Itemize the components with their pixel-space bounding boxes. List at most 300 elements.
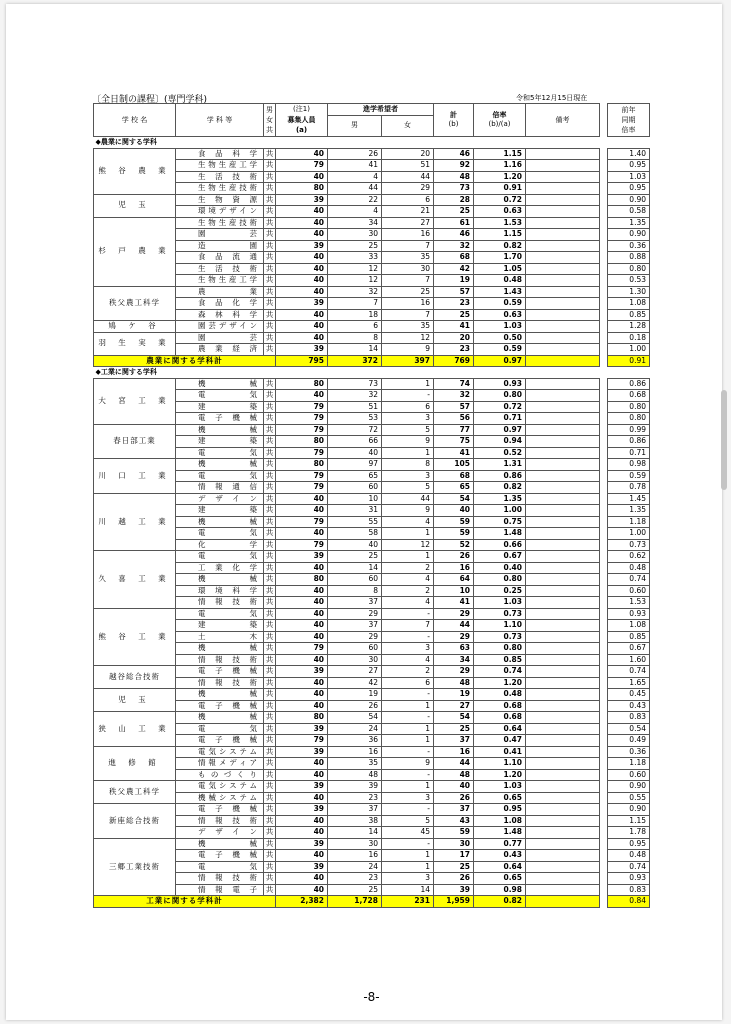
capacity-cell: 39 [276,666,328,678]
female-cell: 7 [382,240,434,252]
dept-name [176,390,264,402]
dept-name [176,378,264,390]
dept-name [176,700,264,712]
gender-cell: 共 [264,493,276,505]
male-cell: 40 [328,447,382,459]
male-cell: 24 [328,861,382,873]
female-cell: 9 [382,344,434,356]
col-total-sub: (b) [448,120,459,128]
gender-cell: 共 [264,171,276,183]
remark-cell [526,597,600,609]
prev-row [608,436,650,448]
male-cell: 23 [328,792,382,804]
remark-cell [526,206,600,218]
prev-ratio-cell: 0.36 [608,240,650,252]
prev-ratio-cell: 0.93 [608,608,650,620]
prev-row [608,424,650,436]
gender-cell: 共 [264,286,276,298]
table-row [94,217,600,229]
prev-header-3: 倍率 [621,126,636,134]
ratio-cell: 0.63 [474,309,526,321]
section-total-row [94,896,600,908]
dept-label: 電気 [198,470,257,480]
remark-cell [526,298,600,310]
school-name: 秩父農工科学 [94,781,176,804]
male-cell: 23 [328,873,382,885]
female-cell: 1 [382,781,434,793]
prev-ratio-cell: 0.90 [608,229,650,241]
dept-name [176,252,264,264]
prev-ratio-cell: 1.45 [608,493,650,505]
female-cell: 2 [382,585,434,597]
total-cell: 48 [434,171,474,183]
prev-ratio-cell: 0.83 [608,884,650,896]
ratio-cell: 0.67 [474,551,526,563]
dept-label: 生物生産技術 [198,183,257,192]
ratio-cell: 1.31 [474,459,526,471]
gender-cell: 共 [264,263,276,275]
total-cell: 23 [434,298,474,310]
capacity-cell: 40 [276,528,328,540]
capacity-cell: 39 [276,194,328,206]
capacity-cell: 40 [276,700,328,712]
capacity-cell: 40 [276,171,328,183]
capacity-cell: 39 [276,804,328,816]
ratio-cell: 0.40 [474,562,526,574]
table-row [94,332,600,344]
female-cell: 7 [382,275,434,287]
total-cell: 27 [434,700,474,712]
ratio-cell: 0.65 [474,792,526,804]
gender-cell: 共 [264,390,276,402]
ratio-cell: 0.52 [474,447,526,459]
prev-row [608,401,650,413]
dept-name [176,861,264,873]
male-cell: 25 [328,240,382,252]
total-cell: 23 [434,344,474,356]
prev-row [608,321,650,333]
capacity-cell: 79 [276,539,328,551]
prev-total: 0.84 [608,896,650,908]
remark-cell [526,861,600,873]
total-cell: 75 [434,436,474,448]
gender-cell: 共 [264,643,276,655]
total-cell: 73 [434,183,474,195]
gender-cell: 共 [264,217,276,229]
ratio-cell: 0.94 [474,436,526,448]
remark-cell [526,804,600,816]
col-cap-note: (注1) [276,104,328,116]
dept-name [176,631,264,643]
capacity-cell: 40 [276,597,328,609]
dept-label: 情報技術 [198,654,257,664]
capacity-cell: 80 [276,712,328,724]
dept-label: 電気 [198,551,257,560]
male-cell: 33 [328,252,382,264]
col-gender: 男 女 共 [264,104,276,137]
dept-name [176,206,264,218]
capacity-cell: 40 [276,620,328,632]
capacity-cell: 40 [276,321,328,333]
male-cell: 58 [328,528,382,540]
gender-cell: 共 [264,792,276,804]
prev-row [608,275,650,287]
main-table [93,103,600,908]
prev-year-table [607,103,650,908]
dept-name [176,689,264,701]
gender-cell: 共 [264,551,276,563]
ratio-cell: 1.53 [474,217,526,229]
gender-cell: 共 [264,746,276,758]
dept-name [176,735,264,747]
dept-label: 電気 [198,390,257,399]
prev-ratio-cell: 1.35 [608,505,650,517]
total-cell: 48 [434,677,474,689]
ratio-cell: 0.86 [474,470,526,482]
dept-label: 工業化学 [198,562,257,572]
gender-cell: 共 [264,275,276,287]
prev-row [608,735,650,747]
prev-row [608,597,650,609]
male-cell: 73 [328,378,382,390]
col-applicants: 進学希望者 [328,104,434,116]
table-row [94,781,600,793]
female-cell: 25 [382,286,434,298]
remark-cell [526,620,600,632]
capacity-cell: 40 [276,206,328,218]
male-cell: 37 [328,597,382,609]
col-school: 学 校 名 [94,104,176,137]
dept-name [176,482,264,494]
male-cell: 24 [328,723,382,735]
gender-cell: 共 [264,631,276,643]
remark-cell [526,689,600,701]
dept-label: 機械 [198,838,257,848]
dept-name [176,585,264,597]
prev-row [608,252,650,264]
capacity-cell: 40 [276,493,328,505]
female-cell: 51 [382,160,434,172]
prev-row [608,309,650,321]
prev-header-1: 前年 [621,106,636,114]
female-cell: 4 [382,516,434,528]
as-of-date: 令和5年12月15日現在 [516,94,588,102]
total-total: 1,959 [434,896,474,908]
prev-ratio-cell: 1.08 [608,620,650,632]
gender-cell: 共 [264,677,276,689]
gender-cell: 共 [264,447,276,459]
dept-label: 生活技術 [198,263,257,273]
school-name: 羽 生 実 業 [94,332,176,355]
dept-label: 農業経済 [198,344,257,353]
prev-ratio-cell: 0.95 [608,183,650,195]
capacity-cell: 40 [276,631,328,643]
female-cell: 45 [382,827,434,839]
male-cell: 44 [328,183,382,195]
prev-row [608,631,650,643]
capacity-cell: 40 [276,286,328,298]
male-cell: 97 [328,459,382,471]
prev-ratio-cell: 0.58 [608,206,650,218]
ratio-cell: 0.72 [474,401,526,413]
male-cell: 60 [328,574,382,586]
male-cell: 7 [328,298,382,310]
school-name: 熊 谷 工 業 [94,608,176,666]
male-cell: 14 [328,344,382,356]
ratio-cell: 1.03 [474,597,526,609]
dept-label: 生物資源 [198,194,257,204]
ratio-cell: 0.47 [474,735,526,747]
page-number: -8- [363,990,380,1004]
ratio-cell: 1.48 [474,827,526,839]
prev-row [608,447,650,459]
prev-row [608,677,650,689]
total-cell: 56 [434,413,474,425]
female-cell: - [382,838,434,850]
male-cell: 51 [328,401,382,413]
table-row [94,804,600,816]
prev-ratio-cell: 1.15 [608,815,650,827]
dept-label: 生物生産工学 [198,160,257,169]
dept-label: 機械システム [198,792,257,802]
capacity-cell: 40 [276,827,328,839]
ratio-cell: 0.71 [474,413,526,425]
remark-cell [526,447,600,459]
gender-cell: 共 [264,838,276,850]
prev-row [608,861,650,873]
dept-name [176,884,264,896]
total-ratio: 0.97 [474,355,526,367]
capacity-cell: 39 [276,723,328,735]
table-row [94,746,600,758]
remark-cell [526,574,600,586]
capacity-cell: 79 [276,424,328,436]
male-cell: 26 [328,148,382,160]
ratio-cell: 1.16 [474,160,526,172]
female-cell: 44 [382,493,434,505]
total-cell: 32 [434,390,474,402]
gender-cell: 共 [264,528,276,540]
gender-cell: 共 [264,723,276,735]
male-cell: 30 [328,838,382,850]
gender-cell: 共 [264,252,276,264]
ratio-cell: 1.15 [474,148,526,160]
document-page [6,4,722,1020]
total-cell: 54 [434,712,474,724]
ratio-cell: 0.41 [474,746,526,758]
gender-cell: 共 [264,700,276,712]
female-cell: 9 [382,436,434,448]
prev-row [608,620,650,632]
prev-row [608,608,650,620]
female-cell: 2 [382,666,434,678]
gender-cell: 共 [264,344,276,356]
gender-cell: 共 [264,298,276,310]
scrollbar-thumb[interactable] [721,390,727,490]
female-cell: 1 [382,700,434,712]
prev-row [608,884,650,896]
remark-cell [526,827,600,839]
total-cell: 44 [434,758,474,770]
male-cell: 60 [328,482,382,494]
remark-cell [526,700,600,712]
ratio-cell: 1.35 [474,493,526,505]
prev-ratio-cell: 0.43 [608,700,650,712]
prev-ratio-cell: 0.88 [608,252,650,264]
ratio-cell: 1.48 [474,528,526,540]
dept-label: 情報技術 [198,597,257,606]
male-cell: 37 [328,804,382,816]
prev-row [608,539,650,551]
prev-row [608,769,650,781]
female-cell: - [382,631,434,643]
ratio-cell: 1.10 [474,620,526,632]
remark-cell [526,286,600,298]
total-ratio: 0.82 [474,896,526,908]
total-cell: 46 [434,229,474,241]
ratio-cell: 0.59 [474,344,526,356]
prev-ratio-cell: 1.00 [608,344,650,356]
dept-label: 電子機械 [198,804,257,813]
gender-cell: 共 [264,689,276,701]
remark-cell [526,838,600,850]
capacity-cell: 39 [276,861,328,873]
col-male: 男 [328,115,382,137]
total-cell: 48 [434,769,474,781]
female-cell: 12 [382,332,434,344]
dept-label: 電気 [198,528,257,537]
prev-row [608,482,650,494]
total-cell: 57 [434,401,474,413]
table-row [94,689,600,701]
prev-ratio-cell: 0.48 [608,562,650,574]
remark-cell [526,263,600,275]
ratio-cell: 0.74 [474,666,526,678]
remark-cell [526,746,600,758]
ratio-cell: 0.80 [474,643,526,655]
male-cell: 72 [328,424,382,436]
total-cell: 41 [434,447,474,459]
male-cell: 8 [328,585,382,597]
prev-ratio-cell: 0.68 [608,390,650,402]
ratio-cell: 0.65 [474,873,526,885]
dept-name [176,183,264,195]
total-cell: 59 [434,516,474,528]
dept-name [176,459,264,471]
gender-cell: 共 [264,160,276,172]
capacity-cell: 40 [276,229,328,241]
total-cell: 17 [434,850,474,862]
female-cell: 29 [382,183,434,195]
ratio-cell: 0.82 [474,240,526,252]
dept-label: 建築 [198,436,257,445]
dept-name [176,286,264,298]
total-cell: 34 [434,654,474,666]
dept-label: 電子機械 [198,700,257,710]
capacity-cell: 40 [276,585,328,597]
remark-cell [526,252,600,264]
male-cell: 10 [328,493,382,505]
male-cell: 31 [328,505,382,517]
school-name: 狭 山 工 業 [94,712,176,747]
dept-label: 機械 [198,712,257,721]
school-name: 秩父農工科学 [94,286,176,321]
prev-ratio-cell: 1.35 [608,217,650,229]
prev-row [608,493,650,505]
prev-row [608,286,650,298]
female-cell: 3 [382,413,434,425]
prev-row [608,792,650,804]
capacity-cell: 40 [276,217,328,229]
dept-name [176,194,264,206]
remark-cell [526,562,600,574]
prev-row [608,781,650,793]
ratio-cell: 0.95 [474,804,526,816]
gender-cell: 共 [264,148,276,160]
dept-name [176,298,264,310]
total-cell: 54 [434,493,474,505]
female-cell: 44 [382,171,434,183]
total-male: 372 [328,355,382,367]
table-row [94,424,600,436]
female-cell: 8 [382,459,434,471]
gender-cell: 共 [264,712,276,724]
total-cell: 52 [434,539,474,551]
prev-ratio-cell: 1.08 [608,298,650,310]
prev-row [608,206,650,218]
ratio-cell: 0.98 [474,884,526,896]
prev-row [608,229,650,241]
gender-cell: 共 [264,332,276,344]
remark-cell [526,240,600,252]
remark-cell [526,516,600,528]
prev-row [608,148,650,160]
dept-name [176,436,264,448]
remark-cell [526,758,600,770]
remark-cell [526,608,600,620]
capacity-cell: 40 [276,252,328,264]
female-cell: 4 [382,597,434,609]
dept-name [176,562,264,574]
male-cell: 40 [328,539,382,551]
prev-row [608,470,650,482]
female-cell: 3 [382,643,434,655]
total-cell: 68 [434,252,474,264]
female-cell: 30 [382,263,434,275]
school-name: 熊 谷 農 業 [94,148,176,194]
male-cell: 65 [328,470,382,482]
dept-label: 園芸 [198,229,257,238]
prev-ratio-cell: 0.95 [608,160,650,172]
gender-cell: 共 [264,309,276,321]
female-cell: 7 [382,309,434,321]
capacity-cell: 39 [276,551,328,563]
male-cell: 12 [328,263,382,275]
school-name: 鳩 ケ 谷 [94,321,176,333]
ratio-cell: 1.20 [474,171,526,183]
dept-label: 建築 [198,505,257,514]
col-dept: 学 科 等 [176,104,264,137]
gender-cell: 共 [264,516,276,528]
remark-cell [526,470,600,482]
ratio-cell: 0.68 [474,712,526,724]
female-cell: 3 [382,792,434,804]
capacity-cell: 40 [276,263,328,275]
total-cell: 28 [434,194,474,206]
total-cell: 30 [434,838,474,850]
male-cell: 18 [328,309,382,321]
dept-name [176,792,264,804]
